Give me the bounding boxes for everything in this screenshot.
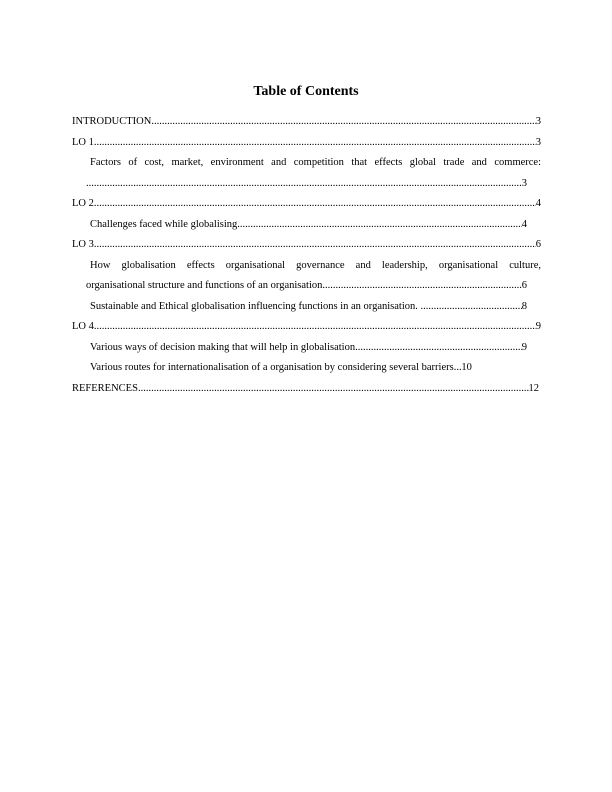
toc-leader-dots xyxy=(94,194,536,215)
toc-entry-text: REFERENCES xyxy=(72,382,138,394)
toc-leader-dots xyxy=(322,276,521,297)
toc-entry-lo2[interactable] xyxy=(72,194,541,215)
toc-leader-dots xyxy=(151,112,535,133)
toc-entry-text: INTRODUCTION xyxy=(72,116,152,127)
toc-page-number: 9 xyxy=(521,341,527,353)
toc-page-number: 12 xyxy=(528,382,539,394)
toc-leader-dots xyxy=(86,174,522,195)
toc-page-number: 6 xyxy=(535,239,541,250)
toc-page-number: 8 xyxy=(521,300,527,312)
toc-leader-dots xyxy=(94,133,536,154)
toc-page-number: 6 xyxy=(521,280,527,291)
toc-entry-introduction[interactable] xyxy=(72,112,541,133)
toc-leader-dots xyxy=(94,317,536,338)
toc-entry-lo4[interactable] xyxy=(72,317,541,338)
toc-entry-lo3[interactable] xyxy=(72,235,541,256)
toc-leader-dots xyxy=(94,235,536,256)
toc-entry-lo3-sustainable[interactable] xyxy=(72,297,541,318)
toc-entry-text: LO 3 xyxy=(72,239,94,250)
toc-entry-text: organisational structure and functions of an organisation xyxy=(86,280,323,291)
toc-entry-text: LO 1 xyxy=(72,136,94,148)
toc-page-number: 4 xyxy=(535,198,541,209)
toc-entry-lo1-factors-continuation[interactable] xyxy=(72,174,541,195)
toc-entry-lo3-governance[interactable] xyxy=(72,256,541,277)
toc-page-number: 10 xyxy=(461,362,472,373)
toc-leader-dots xyxy=(138,379,529,400)
toc-leader-dots xyxy=(237,215,521,236)
toc-page-number: 3 xyxy=(535,116,541,127)
toc-entry-text: LO 2 xyxy=(72,198,94,209)
toc-entry-lo3-governance-continuation[interactable] xyxy=(72,276,541,297)
toc-entry-text: Sustainable and Ethical globalisation influencing functions in an organisation. xyxy=(90,300,421,312)
toc-entry-references[interactable] xyxy=(72,379,541,400)
toc-page-number: 3 xyxy=(535,136,541,148)
toc-entry-text: Challenges faced while globalising xyxy=(90,218,238,230)
toc-entry-lo4-decision[interactable] xyxy=(72,338,541,359)
toc-page-number: 3 xyxy=(521,177,527,189)
toc-title: Table of Contents xyxy=(253,84,359,99)
toc-entry-lo1-factors[interactable] xyxy=(72,153,541,174)
toc-leader-dots xyxy=(355,338,522,359)
toc-page-number: 9 xyxy=(535,321,541,332)
table-of-contents xyxy=(72,112,541,399)
toc-entry-lo1[interactable] xyxy=(72,133,541,154)
toc-entry-text: Factors of cost, market, environment and competition that effects global trade and commerce: xyxy=(90,157,541,168)
toc-leader-dots xyxy=(421,297,522,318)
toc-entry-text: How globalisation effects organisational governance and leadership, organisational culture, xyxy=(90,259,541,271)
toc-page-number: 4 xyxy=(521,218,527,230)
toc-entry-text: Various routes for internationalisation of a organisation by considering several barriers. xyxy=(90,362,457,373)
toc-entry-lo2-challenges[interactable] xyxy=(72,215,541,236)
toc-entry-lo4-routes[interactable] xyxy=(72,358,541,379)
toc-entry-text: Various ways of decision making that will help in globalisation xyxy=(90,341,356,353)
toc-entry-text: LO 4 xyxy=(72,321,94,332)
